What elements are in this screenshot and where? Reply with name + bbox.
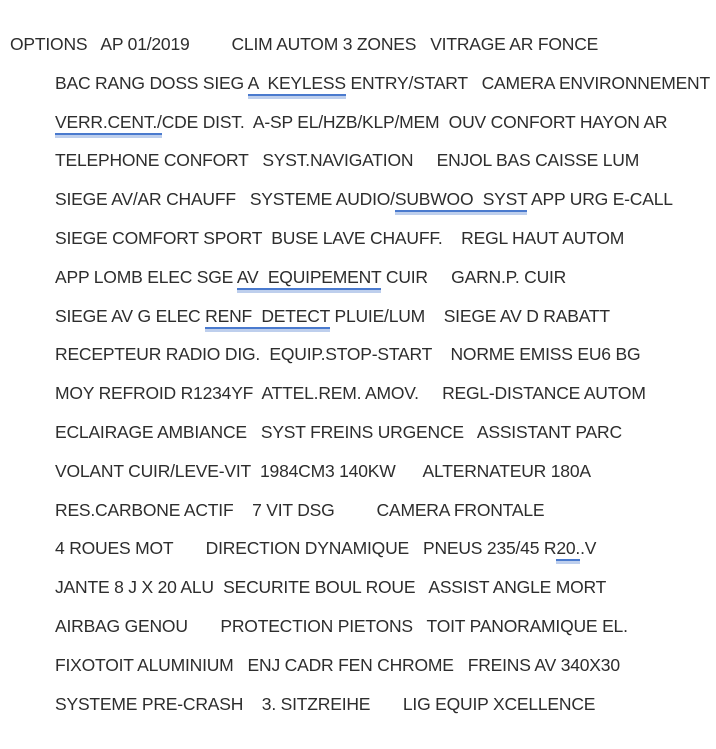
option-text: SYSTEME PRE-CRASH 3. SITZREIHE LIG EQUIP XCELLENCE (55, 693, 596, 714)
option-text: ENTRY/START CAMERA ENVIRONNEMENT (345, 72, 710, 93)
option-text: PLUIE/LUM SIEGE AV D RABATT (329, 305, 610, 326)
options-line (55, 568, 710, 607)
option-text: RECEPTEUR RADIO DIG. EQUIP.STOP-START NORME EMISS EU6 BG (55, 344, 641, 365)
option-text: .V (580, 538, 597, 559)
options-line (55, 529, 710, 568)
option-text: AIRBAG GENOU PROTECTION PIETONS TOIT PANORAMIQUE EL. (55, 615, 628, 636)
options-line (55, 64, 710, 103)
option-text: ECLAIRAGE AMBIANCE SYST FREINS URGENCE ASSISTANT PARC (55, 421, 622, 442)
option-text: VOLANT CUIR/LEVE-VIT 1984CM3 140KW ALTERNATEUR 180A (55, 460, 591, 481)
option-underlined-text: 20. (556, 538, 580, 561)
options-line (55, 219, 710, 258)
option-text: CUIR GARN.P. CUIR (381, 266, 567, 287)
option-underlined-text: RENF DETECT (205, 306, 330, 329)
option-text: SIEGE AV G ELEC (55, 305, 206, 326)
option-underlined-text: A KEYLESS (248, 73, 346, 96)
option-text: JANTE 8 J X 20 ALU SECURITE BOUL ROUE ASSIST ANGLE MORT (55, 577, 607, 598)
option-text: 4 ROUES MOT DIRECTION DYNAMIQUE PNEUS 235/45 R (55, 538, 557, 559)
options-line (55, 141, 710, 180)
option-text: CDE DIST. A-SP EL/HZB/KLP/MEM OUV CONFORT HAYON AR (161, 111, 668, 132)
option-text: SIEGE COMFORT SPORT BUSE LAVE CHAUFF. REGL HAUT AUTOM (55, 227, 625, 248)
options-line (55, 297, 710, 336)
option-underlined-text: SUBWOO SYST (395, 189, 527, 212)
options-line (55, 491, 710, 530)
option-text: FIXOTOIT ALUMINIUM ENJ CADR FEN CHROME FREINS AV 340X30 (55, 654, 620, 675)
option-text: MOY REFROID R1234YF ATTEL.REM. AMOV. REGL-DISTANCE AUTOM (55, 383, 646, 404)
options-line (55, 335, 710, 374)
option-text: SIEGE AV/AR CHAUFF SYSTEME AUDIO/ (55, 189, 395, 210)
option-underlined-text: VERR.CENT./ (55, 112, 162, 135)
options-line (55, 607, 710, 646)
option-text: APP LOMB ELEC SGE (55, 266, 237, 287)
option-text: BAC RANG DOSS SIEG (55, 72, 248, 93)
option-text: TELEPHONE CONFORT SYST.NAVIGATION ENJOL BAS CAISSE LUM (55, 150, 640, 171)
option-text: OPTIONS AP 01/2019 CLIM AUTOM 3 ZONES VITRAGE AR FONCE (10, 34, 599, 54)
options-line (55, 413, 710, 452)
options-line (55, 685, 710, 724)
options-line (55, 180, 710, 219)
options-line (55, 452, 710, 491)
option-text: APP URG E-CALL (527, 189, 673, 210)
options-line (10, 25, 710, 64)
option-underlined-text: AV EQUIPEMENT (237, 267, 381, 290)
options-line (55, 374, 710, 413)
options-line (55, 646, 710, 685)
option-text: RES.CARBONE ACTIF 7 VIT DSG CAMERA FRONTALE (55, 499, 545, 520)
options-line (55, 258, 710, 297)
options-line (55, 103, 710, 142)
